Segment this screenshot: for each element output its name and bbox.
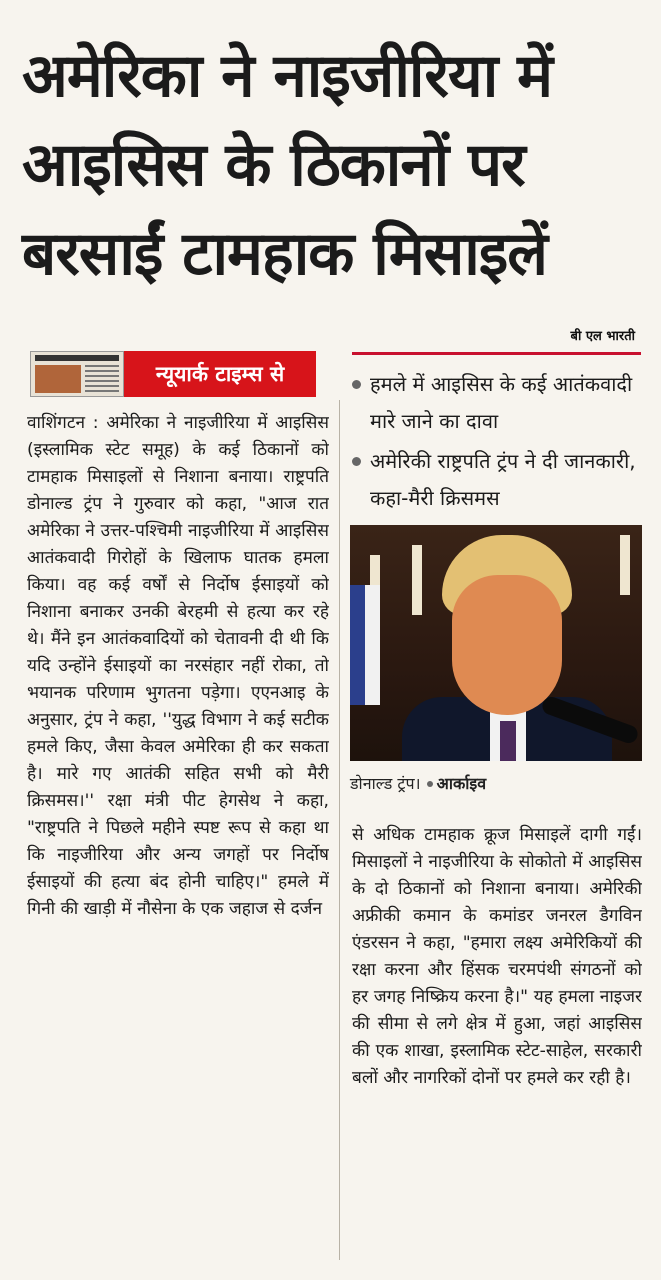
body-column-right: से अधिक टामहाक क्रूज मिसाइलें दागी गईं। मिसाइलों ने नाइजीरिया के सोकोतो में आइसिस के दो ठिकानों को निशाना बनाया। अमेरिकी अफ्रीकी कमान के कमांडर जनरल डैगविन एंडरसन ने कहा, "हमारा लक्ष्य अमेरिकियों की रक्षा करना और हिंसक चरमपंथी संगठनों को हर जगह निष्क्रिय करना है।" यह हमला नाइजर की सीमा से लगे क्षेत्र में हुआ, जहां आइसिस की एक शाखा, इस्लामिक स्टेट-साहेल, सरकारी बलों और नागरिकों दोनों पर हमले कर रही है। <box>352 825 642 1088</box>
column-divider <box>339 400 340 1260</box>
highlights-list <box>350 366 642 520</box>
highlight-item: हमले में आइसिस के कई आतंकवादी मारे जाने का दावा <box>350 366 642 440</box>
headline: अमेरिका ने नाइजीरिया में आइसिस के ठिकानों पर बरसाईं टामहाक मिसाइलें <box>22 41 553 289</box>
section-rule <box>352 352 641 355</box>
caption-credit: आर्काइव <box>436 774 487 793</box>
source-badge <box>30 351 316 397</box>
caption-name: डोनाल्ड ट्रंप <box>350 774 415 793</box>
news-photo <box>350 525 642 761</box>
source-badge-label: न्यूयार्क टाइम्स से <box>124 351 316 397</box>
bullet-icon <box>427 781 433 787</box>
photo-caption: डोनाल्ड ट्रंप। आर्काइव <box>350 774 487 793</box>
newspaper-thumbnail-icon <box>30 351 124 397</box>
byline: बी एल भारती <box>570 329 635 344</box>
highlight-item: अमेरिकी राष्ट्रपति ट्रंप ने दी जानकारी, कहा-मैरी क्रिसमस <box>350 443 642 517</box>
body-column-left: वाशिंगटन : अमेरिका ने नाइजीरिया में आइसिस (इस्लामिक स्टेट समूह) के कई ठिकानों को टामहाक मिसाइलों से निशाना बनाया। राष्ट्रपति डोनाल्ड ट्रंप ने गुरुवार को कहा, "आज रात अमेरिका ने उत्तर-पश्चिमी नाइजीरिया में आइसिस आतंकवादी गिरोहों के खिलाफ घातक हमला किया। वह कई वर्षों से निर्दोष ईसाइयों को निशाना बनाकर उनकी बेरहमी से हत्या कर रहे थे। मैंने इन आतंकवादियों को चेतावनी दी थी कि यदि उन्होंने ईसाइयों का नरसंहार नहीं रोका, तो भयानक परिणाम भुगतना पड़ेगा। एएनआइ के अनुसार, ट्रंप ने कहा, ''युद्ध विभाग ने कई सटीक हमले किए, जैसा केवल अमेरिका ही कर सकता है। मारे गए आतंकी सहित सभी को मैरी क्रिसमस।'' रक्षा मंत्री पीट हेगसेथ ने कहा, "राष्ट्रपति ने पिछले महीने स्पष्ट रूप से कहा था कि नाइजीरिया और अन्य जगहों पर निर्दोष ईसाइयों की हत्या बंद होनी चाहिए।" हमले में गिनी की खाड़ी में नौसेना के एक जहाज से दर्जन <box>27 413 329 919</box>
